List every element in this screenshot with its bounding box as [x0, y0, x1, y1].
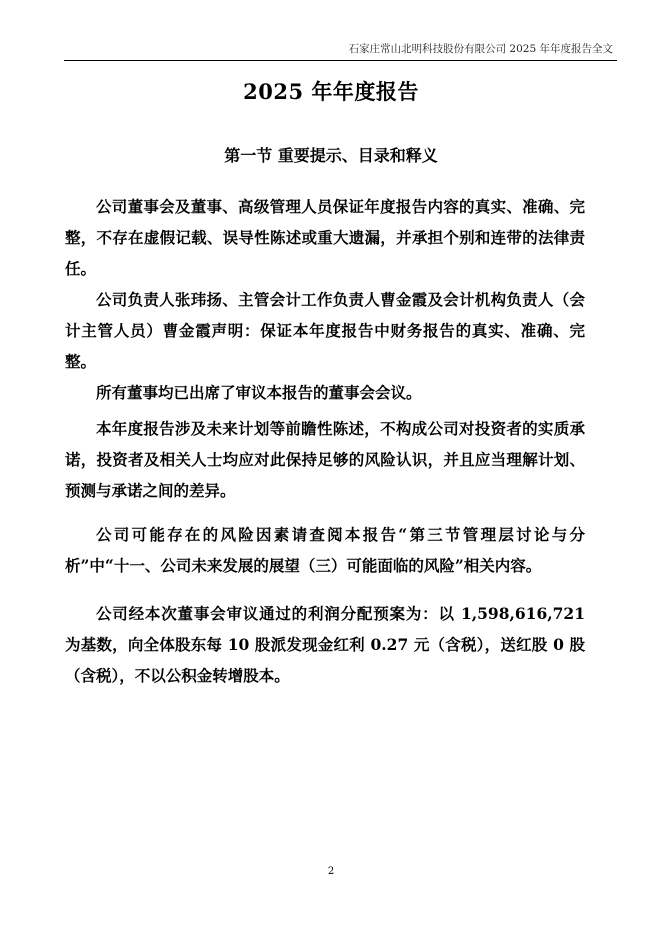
paragraph-accuracy-statement: 公司董事会及董事、高级管理人员保证年度报告内容的真实、准确、完整，不存在虚假记载、误导性陈述或重大遗漏，并承担个别和连带的法律责任。 — [65, 197, 585, 278]
report-title: 2025 年年度报告 — [243, 79, 419, 104]
page-number: 2 — [327, 866, 335, 877]
paragraph-responsible-persons: 公司负责人张玮扬、主管会计工作负责人曹金霞及会计机构负责人（会计主管人员）曹金霞声明：保证本年度报告中财务报告的真实、准确、完整。 — [65, 290, 585, 371]
paragraph-board-attendance: 所有董事均已出席了审议本报告的董事会会议。 — [96, 383, 422, 402]
section-heading: 第一节 重要提示、目录和释义 — [224, 146, 438, 165]
header-divider — [64, 60, 617, 61]
running-header: 石家庄常山北明科技股份有限公司 2025 年年度报告全文 — [348, 43, 613, 55]
paragraph-profit-distribution: 公司经本次董事会审议通过的利润分配预案为：以 1,598,616,721 为基数，向全体股东每 10 股派发现金红利 0.27 元（含税），送红股 0 股（含税），不以公积金转增股本。 — [65, 604, 585, 685]
paragraph-forward-looking: 本年度报告涉及未来计划等前瞻性陈述，不构成公司对投资者的实质承诺，投资者及相关人士均应对此保持足够的风险认识，并且应当理解计划、预测与承诺之间的差异。 — [65, 419, 585, 500]
paragraph-risk-factors: 公司可能存在的风险因素请查阅本报告“第三节管理层讨论与分析”中“十一、公司未来发展的展望（三）可能面临的风险”相关内容。 — [65, 525, 585, 575]
